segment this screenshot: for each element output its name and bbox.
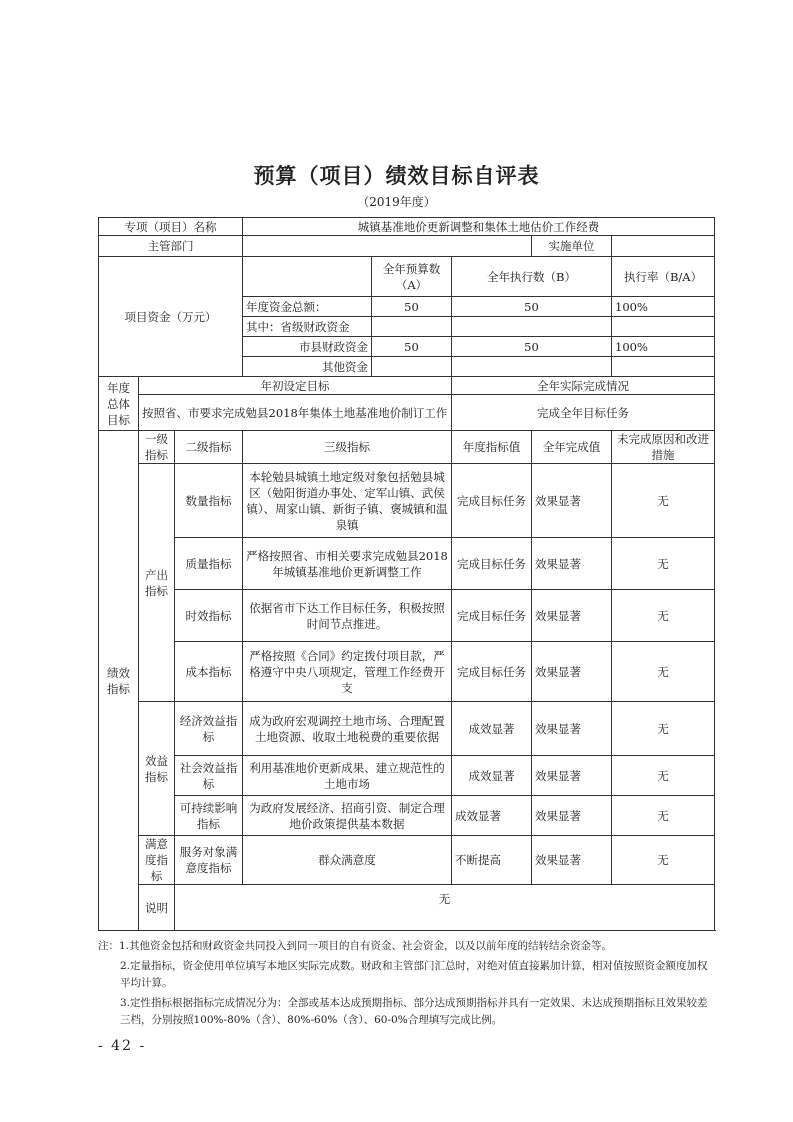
indicator-actual: 效果显著 [532, 464, 612, 538]
funds-row-rate: 100% [612, 337, 715, 357]
perf-indicator-label: 绩效指标 [99, 431, 139, 931]
indicator-actual: 效果显著 [532, 836, 612, 885]
note-label: 说明 [139, 885, 175, 931]
funds-row-budget [372, 317, 452, 337]
indicator-reason: 无 [612, 702, 715, 756]
funds-row-label: 其他资金 [243, 357, 372, 377]
footnote: 2.定量指标，资金使用单位填写本地区实际完成数。财政和主管部门汇总时，对绝对值直接累加计算，相对值按照资金额度加权平均计算。 [120, 960, 708, 989]
l1-header: 一级指标 [139, 431, 175, 464]
funds-label: 项目资金（万元） [99, 257, 243, 377]
effect-indicator-label: 效益指标 [139, 702, 175, 836]
indicator-l3: 依据省市下达工作目标任务，积极按照时间节点推进。 [243, 590, 452, 642]
funds-row-label: 市县财政资金 [243, 337, 372, 357]
exec-col-header: 全年执行数（B） [452, 257, 612, 297]
note-value: 无 [175, 885, 715, 931]
footnote: 3.定性指标根据指标完成情况分为：全部或基本达成预期指标、部分达成预期指标并具有一定效果、未达成预期指标且效果较差三档，分别按照100%-80%（含）、80%-60%（含）、60-0%合理填写完成比例。 [120, 997, 708, 1026]
page-number: - 42 - [98, 1038, 147, 1054]
indicator-reason: 无 [612, 464, 715, 538]
indicator-target: 成效显著 [452, 702, 532, 756]
funds-row-label: 年度资金总额： [243, 297, 372, 317]
indicator-actual: 效果显著 [532, 702, 612, 756]
funds-row-budget: 50 [372, 337, 452, 357]
project-name-label: 专项（项目）名称 [99, 218, 243, 236]
report-year: （2019年度） [357, 195, 436, 209]
indicator-l3: 利用基准地价更新成果、建立规范性的土地市场 [243, 756, 452, 796]
budget-col-header: 全年预算数（A） [372, 257, 452, 297]
funds-header-blank [243, 257, 372, 297]
indicator-actual: 效果显著 [532, 538, 612, 590]
funds-row-exec [452, 357, 612, 377]
funds-row-rate [612, 317, 715, 337]
impl-unit-label: 实施单位 [532, 236, 612, 257]
indicator-actual: 效果显著 [532, 756, 612, 796]
indicator-target: 完成目标任务 [452, 538, 532, 590]
indicator-l3: 本轮勉县城镇土地定级对象包括勉县城区（勉阳街道办事处、定军山镇、武侯镇）、周家山镇、新街子镇、褒城镇和温泉镇 [243, 464, 452, 538]
indicator-l2: 成本指标 [175, 642, 243, 702]
funds-row-rate: 100% [612, 297, 715, 317]
indicator-l2: 社会效益指标 [175, 756, 243, 796]
indicator-l2: 经济效益指标 [175, 702, 243, 756]
target-header: 年度指标值 [452, 431, 532, 464]
indicator-actual: 效果显著 [532, 590, 612, 642]
indicator-actual: 效果显著 [532, 796, 612, 836]
dept-value [243, 236, 532, 257]
indicator-l3: 群众满意度 [243, 836, 452, 885]
indicator-l2: 服务对象满意度指标 [175, 836, 243, 885]
dept-label: 主管部门 [99, 236, 243, 257]
indicator-target: 完成目标任务 [452, 590, 532, 642]
indicator-reason: 无 [612, 836, 715, 885]
indicator-target: 完成目标任务 [452, 642, 532, 702]
reason-header: 未完成原因和改进措施 [612, 431, 715, 464]
satisfaction-indicator-label: 满意度指标 [139, 836, 175, 885]
funds-row-label: 其中：省级财政资金 [243, 317, 372, 337]
goal-set-header: 年初设定目标 [139, 377, 452, 395]
funds-row-rate [612, 357, 715, 377]
funds-row-exec: 50 [452, 297, 612, 317]
goal-done-header: 全年实际完成情况 [452, 377, 715, 395]
indicator-l2: 质量指标 [175, 538, 243, 590]
footnote: 注：1.其他资金包括和财政资金共同投入到同一项目的自有资金、社会资金，以及以前年度的结转结余资金等。 [98, 940, 613, 952]
page-title: 预算（项目）绩效目标自评表 [253, 163, 540, 188]
funds-row-exec [452, 317, 612, 337]
impl-unit-value [612, 236, 715, 257]
goal-text: 按照省、市要求完成勉县2018年集体土地基准地价制订工作 [139, 395, 452, 431]
actual-header: 全年完成值 [532, 431, 612, 464]
footnotes [98, 938, 714, 1032]
indicator-reason: 无 [612, 538, 715, 590]
indicator-reason: 无 [612, 796, 715, 836]
indicator-l3: 严格按照《合同》约定拨付项目款，严格遵守中央八项规定，管理工作经费开支 [243, 642, 452, 702]
funds-row-exec: 50 [452, 337, 612, 357]
l2-header: 二级指标 [175, 431, 243, 464]
indicator-actual: 效果显著 [532, 642, 612, 702]
rate-col-header: 执行率（B/A） [612, 257, 715, 297]
indicator-l2: 时效指标 [175, 590, 243, 642]
indicator-l3: 成为政府宏观调控土地市场、合理配置土地资源、收取土地税费的重要依据 [243, 702, 452, 756]
l3-header: 三级指标 [243, 431, 452, 464]
evaluation-table [98, 217, 715, 931]
indicator-target: 不断提高 [452, 836, 532, 885]
indicator-reason: 无 [612, 590, 715, 642]
indicator-l2: 数量指标 [175, 464, 243, 538]
indicator-reason: 无 [612, 756, 715, 796]
indicator-target: 成效显著 [452, 796, 532, 836]
funds-row-budget [372, 357, 452, 377]
project-name-value: 城镇基准地价更新调整和集体土地估价工作经费 [243, 218, 715, 236]
goal-result: 完成全年目标任务 [452, 395, 715, 431]
indicator-l3: 严格按照省、市相关要求完成勉县2018年城镇基准地价更新调整工作 [243, 538, 452, 590]
indicator-target: 完成目标任务 [452, 464, 532, 538]
indicator-target: 成效显著 [452, 756, 532, 796]
indicator-l2: 可持续影响指标 [175, 796, 243, 836]
funds-row-budget: 50 [372, 297, 452, 317]
indicator-l3: 为政府发展经济、招商引资、制定合理地价政策提供基本数据 [243, 796, 452, 836]
annual-goal-label: 年度总体目标 [99, 377, 139, 431]
output-indicator-label: 产出指标 [139, 464, 175, 702]
indicator-reason: 无 [612, 642, 715, 702]
